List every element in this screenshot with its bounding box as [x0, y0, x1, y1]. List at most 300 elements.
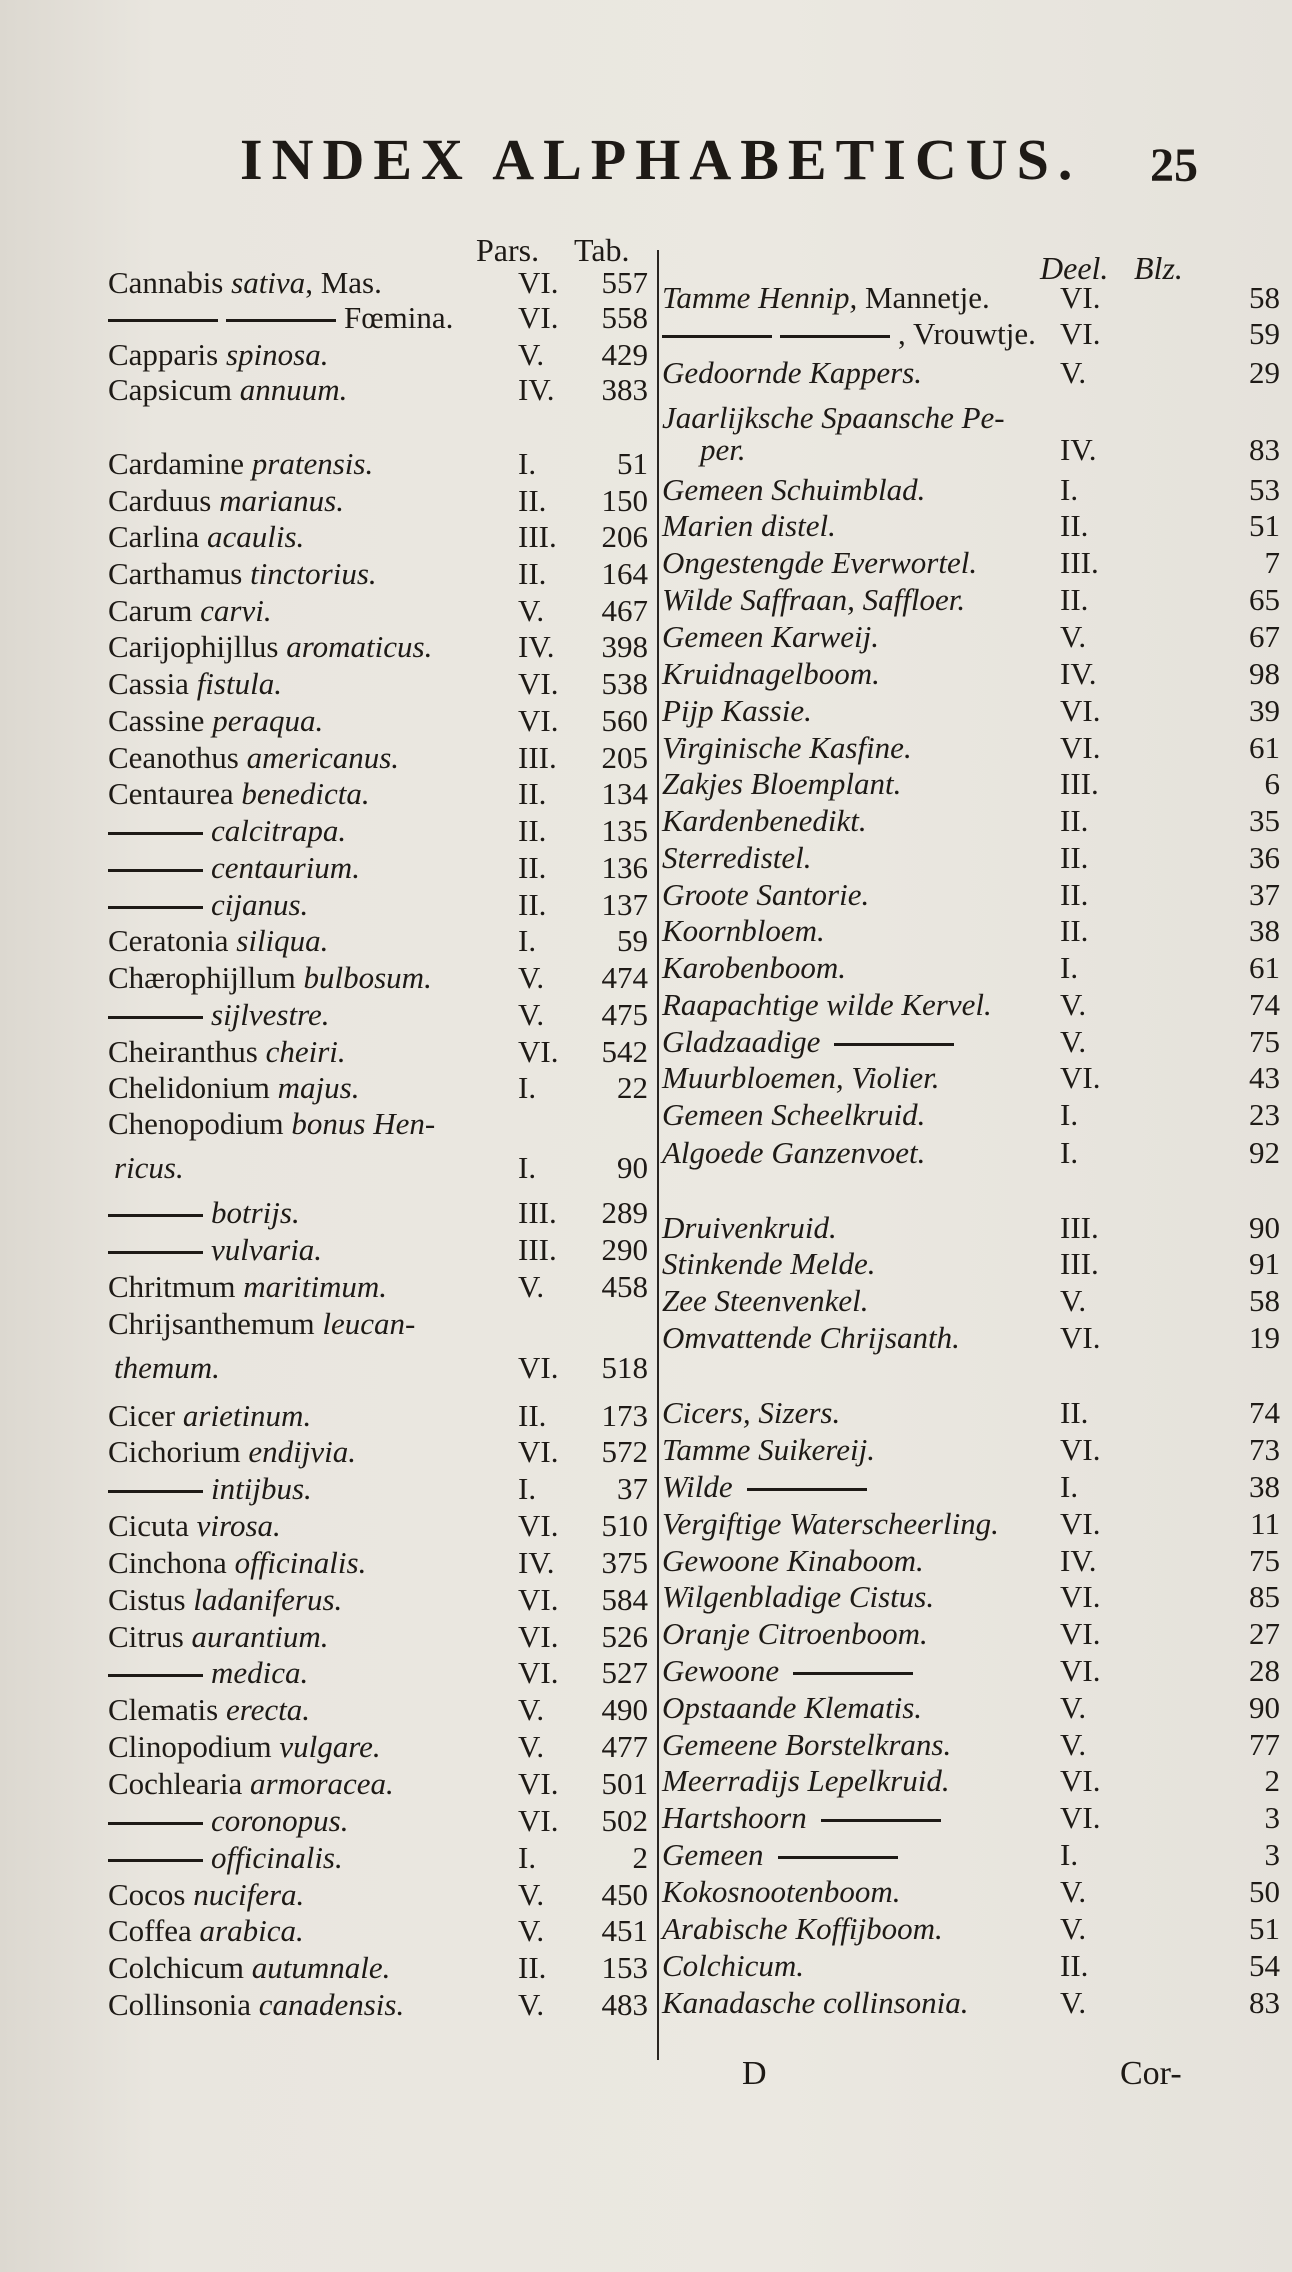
latin-name [108, 1655, 308, 1691]
part-roman: VI. [518, 1766, 559, 1801]
table-row [660, 1543, 1285, 1579]
dutch-name [662, 913, 825, 949]
part-roman: V. [1060, 1874, 1087, 1909]
repeat-dash [778, 1856, 898, 1859]
part-roman: V. [1060, 1727, 1087, 1762]
latin-name [108, 1877, 304, 1913]
part-roman: VI. [1060, 316, 1101, 351]
table-number: 501 [601, 1766, 648, 1801]
table-row [660, 1985, 1285, 2021]
epithet: leucan- [322, 1306, 416, 1341]
table-row [108, 556, 648, 592]
latin-name [108, 265, 382, 301]
page-ref: 61 [1249, 950, 1280, 985]
page-ref: 98 [1249, 656, 1280, 691]
page-title: INDEX ALPHABETICUS. [240, 127, 1082, 192]
page-ref: 54 [1249, 1948, 1280, 1983]
common-name: Gewoone [662, 1653, 780, 1688]
latin-name [108, 337, 328, 373]
epithet: annuum. [239, 372, 348, 407]
dutch-name [662, 1579, 934, 1615]
repeat-dash [108, 1490, 203, 1493]
table-row [660, 1579, 1285, 1615]
part-roman: II. [1060, 508, 1089, 543]
latin-name [108, 740, 399, 776]
part-roman: II. [518, 556, 547, 591]
table-row [108, 1070, 648, 1106]
genus: Collinsonia [108, 1987, 251, 2022]
table-number: 538 [601, 666, 648, 701]
part-roman: V. [518, 960, 545, 995]
epithet: vulgare. [279, 1729, 381, 1764]
table-row [660, 400, 1285, 436]
table-row [108, 1692, 648, 1728]
page-ref: 58 [1249, 280, 1280, 315]
common-name: Omvattende Chrijsanth. [662, 1320, 960, 1355]
table-row [108, 1729, 648, 1765]
table-number: 22 [617, 1070, 648, 1105]
dutch-name [662, 987, 992, 1023]
table-row [660, 766, 1285, 802]
page-ref: 3 [1264, 1837, 1280, 1872]
part-roman: VI. [1060, 730, 1101, 765]
part-roman: V. [1060, 1283, 1087, 1318]
dutch-name [662, 1874, 901, 1910]
genus: Colchicum [108, 1950, 245, 1985]
latin-name [108, 1987, 404, 2023]
dutch-name [662, 1060, 940, 1096]
repeat-dash [108, 319, 218, 322]
part-roman: II. [1060, 913, 1089, 948]
latin-name [108, 1471, 312, 1507]
table-number: 383 [601, 372, 648, 407]
name-suffix: Mannetje. [857, 280, 990, 315]
latin-name [108, 997, 330, 1033]
genus: Carum [108, 593, 193, 628]
common-name: Kokosnootenboom. [662, 1874, 901, 1909]
common-name: Marien distel. [662, 508, 836, 543]
genus: Ceanothus [108, 740, 239, 775]
epithet: botrijs. [211, 1195, 300, 1230]
part-roman: I. [518, 446, 537, 481]
repeat-dash [108, 832, 203, 835]
part-roman: V. [1060, 1911, 1087, 1946]
epithet: arabica. [199, 1913, 304, 1948]
dutch-name [662, 1948, 804, 1984]
common-name: Gemeen Scheelkruid. [662, 1097, 926, 1132]
page-footer [0, 2055, 1292, 2115]
genus: Chelidonium [108, 1070, 270, 1105]
table-row [108, 1398, 648, 1434]
epithet: sativa [231, 265, 306, 300]
name-suffix: Fœmina. [344, 300, 454, 335]
table-row [108, 519, 648, 555]
left-column-heading-tab: Tab. [574, 232, 630, 268]
latin-name [108, 1398, 311, 1434]
dutch-name [662, 656, 880, 692]
table-row [660, 913, 1285, 949]
common-name: Zakjes Bloemplant. [662, 766, 902, 801]
common-name: Gladzaadige [662, 1024, 821, 1059]
part-roman: VI. [518, 703, 559, 738]
table-row [660, 877, 1285, 913]
genus: Capparis [108, 337, 219, 372]
epithet: canadensis. [258, 1987, 405, 2022]
latin-name [108, 1913, 304, 1949]
dutch-name [662, 355, 922, 391]
table-number: 429 [601, 337, 648, 372]
part-roman: I. [1060, 1837, 1079, 1872]
part-roman: II. [518, 776, 547, 811]
part-roman: III. [518, 519, 557, 554]
table-row [660, 472, 1285, 508]
part-roman: I. [518, 1471, 537, 1506]
part-roman: II. [518, 1950, 547, 1985]
table-row [660, 1246, 1285, 1282]
epithet: ricus. [114, 1150, 184, 1185]
table-number: 289 [601, 1195, 648, 1230]
table-row [660, 1060, 1285, 1096]
common-name: Stinkende Melde. [662, 1246, 876, 1281]
genus: Clematis [108, 1692, 219, 1727]
dutch-name [662, 1727, 951, 1763]
dutch-name [662, 1985, 969, 2021]
part-roman: III. [1060, 766, 1099, 801]
repeat-dash [780, 335, 890, 338]
part-roman: VI. [1060, 1506, 1101, 1541]
part-roman: I. [518, 1150, 537, 1185]
epithet: themum. [114, 1350, 220, 1385]
latin-name [108, 1803, 349, 1839]
table-row [108, 1877, 648, 1913]
common-name: Muurbloemen, Violier. [662, 1060, 940, 1095]
table-number: 584 [601, 1582, 648, 1617]
table-row [660, 1469, 1285, 1505]
part-roman: VI. [518, 1350, 559, 1385]
repeat-dash [108, 1674, 203, 1677]
epithet: intijbus. [211, 1471, 312, 1506]
table-row [108, 850, 648, 886]
common-name: Colchicum. [662, 1948, 805, 1983]
part-roman: VI. [1060, 1320, 1101, 1355]
table-row [660, 432, 1285, 468]
latin-name [108, 1766, 394, 1802]
table-row [108, 666, 648, 702]
latin-name [108, 776, 370, 812]
table-row [108, 1582, 648, 1618]
part-roman: VI. [1060, 1763, 1101, 1798]
part-roman: I. [1060, 1097, 1079, 1132]
table-number: 59 [617, 923, 648, 958]
part-roman: I. [1060, 472, 1079, 507]
table-row [108, 1766, 648, 1802]
dutch-names-column [660, 0, 1292, 2272]
common-name: Pijp Kassie. [662, 693, 812, 728]
page-ref: 74 [1249, 1395, 1280, 1430]
part-roman: II. [518, 813, 547, 848]
epithet: sijlvestre. [211, 997, 330, 1032]
table-number: 398 [601, 629, 648, 664]
table-row [108, 1508, 648, 1544]
table-row [660, 619, 1285, 655]
table-row [660, 693, 1285, 729]
table-row [108, 483, 648, 519]
common-name: Wilde [662, 1469, 733, 1504]
dutch-name [662, 840, 812, 876]
table-number: 474 [601, 960, 648, 995]
common-name: Groote Santorie. [662, 877, 870, 912]
dutch-name [662, 1283, 869, 1319]
signature-mark: D [742, 2055, 767, 2092]
table-row [108, 1106, 648, 1142]
epithet: siliqua. [236, 923, 329, 958]
part-roman: VI. [518, 1508, 559, 1543]
table-row [660, 1727, 1285, 1763]
table-number: 490 [601, 1692, 648, 1727]
part-roman: VI. [1060, 1579, 1101, 1614]
part-roman: IV. [1060, 432, 1097, 467]
epithet: cheiri. [265, 1034, 346, 1069]
part-roman: I. [1060, 1469, 1079, 1504]
table-row [660, 316, 1285, 352]
table-number: 153 [601, 1950, 648, 1985]
latin-name [108, 1619, 328, 1655]
page-ref: 29 [1249, 355, 1280, 390]
table-row [108, 1034, 648, 1070]
epithet: nucifera. [193, 1877, 305, 1912]
epithet: bonus Hen- [291, 1106, 436, 1141]
common-name: Kanadasche collinsonia. [662, 1985, 969, 2020]
table-row [108, 629, 648, 665]
table-row [108, 776, 648, 812]
table-number: 558 [601, 300, 648, 335]
genus: Cocos [108, 1877, 186, 1912]
table-row [660, 1432, 1285, 1468]
table-row [108, 1987, 648, 2023]
table-number: 135 [601, 813, 648, 848]
genus: Citrus [108, 1619, 184, 1654]
dutch-name [662, 508, 836, 544]
epithet: autumnale. [251, 1950, 391, 1985]
part-roman: II. [1060, 803, 1089, 838]
repeat-dash [226, 319, 336, 322]
part-roman: II. [1060, 840, 1089, 875]
genus: Chritmum [108, 1269, 236, 1304]
table-number: 502 [601, 1803, 648, 1838]
page-ref: 43 [1249, 1060, 1280, 1095]
dutch-name [662, 1210, 837, 1246]
table-number: 134 [601, 776, 648, 811]
common-name: Jaarlijksche Spaansche Pe- [662, 400, 1005, 435]
table-row [660, 656, 1285, 692]
dutch-name [662, 280, 990, 316]
common-name: Karobenboom. [662, 950, 846, 985]
table-number: 467 [601, 593, 648, 628]
common-name: Kardenbenedikt. [662, 803, 867, 838]
epithet: spinosa. [225, 337, 329, 372]
common-name: Gewoone Kinaboom. [662, 1543, 924, 1578]
part-roman: I. [518, 923, 537, 958]
genus: Carthamus [108, 556, 243, 591]
part-roman: III. [518, 1195, 557, 1230]
epithet: marianus. [219, 483, 344, 518]
genus: Cinchona [108, 1545, 227, 1580]
dutch-name [662, 400, 1005, 436]
common-name: Ongestengde Everwortel. [662, 545, 978, 580]
part-roman: V. [518, 593, 545, 628]
part-roman: VI. [518, 1434, 559, 1469]
name-suffix: , Vrouwtje. [898, 316, 1036, 351]
table-row [108, 300, 648, 336]
table-number: 164 [601, 556, 648, 591]
dutch-name [662, 1911, 943, 1947]
part-roman: IV. [518, 1545, 555, 1580]
table-row [108, 1434, 648, 1470]
table-number: 477 [601, 1729, 648, 1764]
genus: Chærophijllum [108, 960, 296, 995]
repeat-dash [108, 1214, 203, 1217]
table-row [108, 1269, 648, 1305]
epithet: calcitrapa. [211, 813, 347, 848]
dutch-name [662, 803, 867, 839]
repeat-dash [747, 1488, 867, 1491]
table-number: 290 [601, 1232, 648, 1267]
part-roman: V. [1060, 1985, 1087, 2020]
table-number: 510 [601, 1508, 648, 1543]
table-number: 205 [601, 740, 648, 775]
table-row [660, 1283, 1285, 1319]
common-name: Meerradijs Lepelkruid. [662, 1763, 950, 1798]
table-number: 51 [617, 446, 648, 481]
part-roman: V. [518, 1269, 545, 1304]
part-roman: II. [1060, 1395, 1089, 1430]
latin-name [108, 1106, 435, 1142]
table-number: 137 [601, 887, 648, 922]
genus: Ceratonia [108, 923, 229, 958]
part-roman: III. [1060, 1210, 1099, 1245]
table-number: 173 [601, 1398, 648, 1433]
common-name: Oranje Citroenboom. [662, 1616, 928, 1651]
part-roman: V. [1060, 619, 1087, 654]
latin-name [108, 1269, 387, 1305]
part-roman: VI. [518, 1582, 559, 1617]
dutch-name [662, 316, 1036, 352]
genus: Cannabis [108, 265, 224, 300]
common-name: Gemeene Borstelkrans. [662, 1727, 952, 1762]
page-ref: 38 [1249, 913, 1280, 948]
epithet: ladaniferus. [193, 1582, 343, 1617]
epithet: pratensis. [251, 446, 374, 481]
epithet: centaurium. [211, 850, 360, 885]
genus: Cassia [108, 666, 189, 701]
table-row [108, 960, 648, 996]
latin-name [108, 1034, 346, 1070]
genus: Chenopodium [108, 1106, 284, 1141]
page-ref: 90 [1249, 1690, 1280, 1725]
latin-name [108, 1195, 300, 1231]
table-row [108, 740, 648, 776]
epithet: vulvaria. [211, 1232, 323, 1267]
genus: Cardamine [108, 446, 245, 481]
repeat-dash [108, 869, 203, 872]
epithet: endijvia. [248, 1434, 356, 1469]
part-roman: IV. [1060, 1543, 1097, 1578]
part-roman: III. [518, 740, 557, 775]
table-number: 451 [601, 1913, 648, 1948]
part-roman: VI. [1060, 693, 1101, 728]
page-ref: 23 [1249, 1097, 1280, 1132]
latin-name [108, 1729, 381, 1765]
dutch-name [662, 1320, 960, 1356]
common-name: Sterredistel. [662, 840, 812, 875]
epithet: medica. [211, 1655, 309, 1690]
table-number: 483 [601, 1987, 648, 2022]
genus: Carduus [108, 483, 212, 518]
dutch-name [662, 1800, 949, 1836]
latin-name [108, 1692, 310, 1728]
common-name: Opstaande Klematis. [662, 1690, 923, 1725]
table-row [660, 1210, 1285, 1246]
part-roman: V. [518, 1877, 545, 1912]
table-row [660, 1948, 1285, 1984]
common-name: Vergiftige Waterscheerling. [662, 1506, 999, 1541]
part-roman: V. [1060, 355, 1087, 390]
genus: Clinopodium [108, 1729, 272, 1764]
dutch-name [662, 1690, 922, 1726]
latin-name [108, 666, 282, 702]
repeat-dash [821, 1819, 941, 1822]
table-row [660, 1874, 1285, 1910]
latin-name [108, 556, 377, 592]
page-number: 25 [1150, 139, 1198, 192]
page-ref: 74 [1249, 987, 1280, 1022]
part-roman: I. [1060, 1135, 1079, 1170]
part-roman: IV. [518, 629, 555, 664]
dutch-name [662, 619, 879, 655]
genus: Carlina [108, 519, 200, 554]
table-number: 475 [601, 997, 648, 1032]
common-name: Wilde Saffraan, Saffloer. [662, 582, 966, 617]
page-ref: 36 [1249, 840, 1280, 875]
table-number: 458 [601, 1269, 648, 1304]
common-name: Zee Steenvenkel. [662, 1283, 869, 1318]
table-row [108, 1350, 648, 1386]
genus: Capsicum [108, 372, 232, 407]
page-ref: 35 [1249, 803, 1280, 838]
table-number: 526 [601, 1619, 648, 1654]
table-row [108, 372, 648, 408]
latin-name [108, 887, 308, 923]
epithet: maritimum. [243, 1269, 388, 1304]
latin-name [108, 850, 360, 886]
table-row [660, 582, 1285, 618]
common-name: Tamme Hennip, [662, 280, 858, 315]
page-ref: 19 [1249, 1320, 1280, 1355]
latin-name [108, 483, 344, 519]
table-row [108, 1150, 648, 1186]
page-ref: 85 [1249, 1579, 1280, 1614]
epithet: officinalis. [234, 1545, 367, 1580]
name-suffix: , Mas. [305, 265, 382, 300]
dutch-name [662, 877, 869, 913]
table-row [660, 280, 1285, 316]
latin-name [108, 1508, 281, 1544]
epithet: erecta. [225, 1692, 311, 1727]
dutch-name [662, 1543, 924, 1579]
latin-name [108, 446, 373, 482]
table-number: 90 [617, 1150, 648, 1185]
table-row [660, 1616, 1285, 1652]
